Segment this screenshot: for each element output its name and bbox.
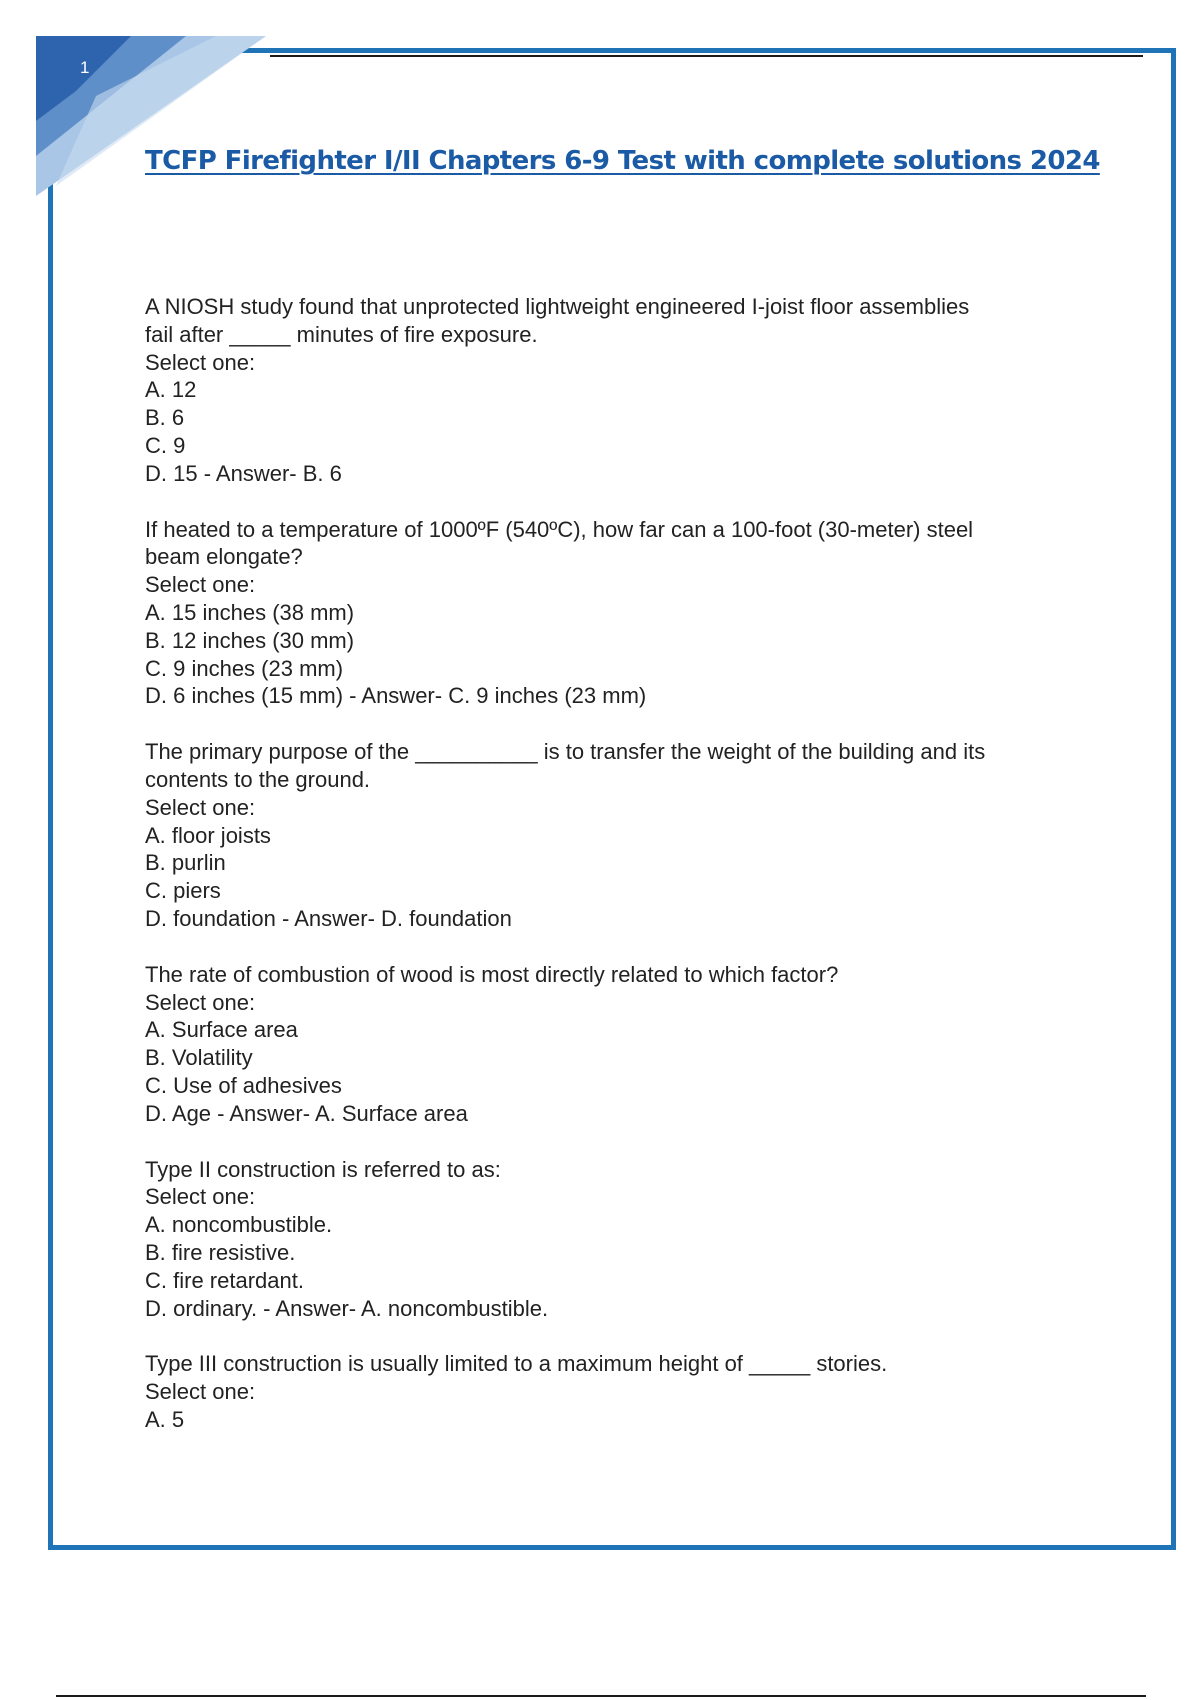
answer-line: D. 15 - Answer- B. 6 — [145, 460, 342, 486]
footer-rule — [56, 1695, 1146, 1697]
question-4 — [145, 961, 1085, 1128]
select-prompt: Select one: — [145, 794, 256, 820]
question-3 — [145, 738, 1085, 933]
option-a: A. floor joists — [145, 822, 271, 848]
question-stem-line: beam elongate? — [145, 544, 303, 570]
option-b: B. purlin — [145, 850, 226, 876]
option-c: C. 9 — [145, 432, 186, 458]
answer-line: D. ordinary. - Answer- A. noncombustible. — [145, 1295, 549, 1321]
question-2 — [145, 516, 1085, 711]
question-stem-line: The primary purpose of the __________ is to transfer the weight of the building and its — [145, 739, 986, 765]
select-prompt: Select one: — [145, 1379, 256, 1405]
answer-line: D. foundation - Answer- D. foundation — [145, 905, 512, 931]
select-prompt: Select one: — [145, 572, 256, 598]
corner-decoration-graphic — [36, 36, 276, 206]
option-c: C. 9 inches (23 mm) — [145, 655, 344, 681]
option-a: A. Surface area — [145, 1017, 298, 1043]
option-a: A. 12 — [145, 377, 197, 403]
page-number: 1 — [80, 58, 90, 77]
option-c: C. Use of adhesives — [145, 1072, 342, 1098]
question-stem-line: contents to the ground. — [145, 766, 371, 792]
option-b: B. 12 inches (30 mm) — [145, 627, 355, 653]
question-stem-line: Type II construction is referred to as: — [145, 1156, 501, 1182]
select-prompt: Select one: — [145, 349, 256, 375]
question-5 — [145, 1156, 1085, 1323]
question-1 — [145, 293, 1085, 488]
question-stem-line: A NIOSH study found that unprotected lightweight engineered I-joist floor assemblies — [145, 294, 970, 319]
question-stem-line: The rate of combustion of wood is most directly related to which factor? — [145, 961, 839, 987]
question-6 — [145, 1350, 1085, 1433]
answer-line: D. Age - Answer- A. Surface area — [145, 1100, 468, 1126]
option-b: B. fire resistive. — [145, 1239, 296, 1265]
option-c: C. fire retardant. — [145, 1267, 304, 1293]
option-b: B. 6 — [145, 405, 185, 431]
question-stem-line: Type III construction is usually limited to a maximum height of _____ stories. — [145, 1351, 888, 1377]
document-title: TCFP Firefighter I/II Chapters 6-9 Test with complete solutions 2024 — [145, 146, 1100, 176]
select-prompt: Select one: — [145, 1184, 256, 1210]
header-rule — [270, 55, 1143, 57]
question-list — [145, 293, 1085, 1462]
question-stem-line: If heated to a temperature of 1000ºF (540ºC), how far can a 100-foot (30-meter) steel — [145, 516, 974, 542]
select-prompt: Select one: — [145, 989, 256, 1015]
option-b: B. Volatility — [145, 1045, 253, 1071]
option-a: A. noncombustible. — [145, 1212, 333, 1238]
option-a: A. 15 inches (38 mm) — [145, 599, 355, 625]
option-a: A. 5 — [145, 1406, 185, 1432]
question-stem-line: fail after _____ minutes of fire exposure. — [145, 321, 538, 347]
answer-line: D. 6 inches (15 mm) - Answer- C. 9 inches (23 mm) — [145, 683, 647, 709]
option-c: C. piers — [145, 878, 221, 904]
